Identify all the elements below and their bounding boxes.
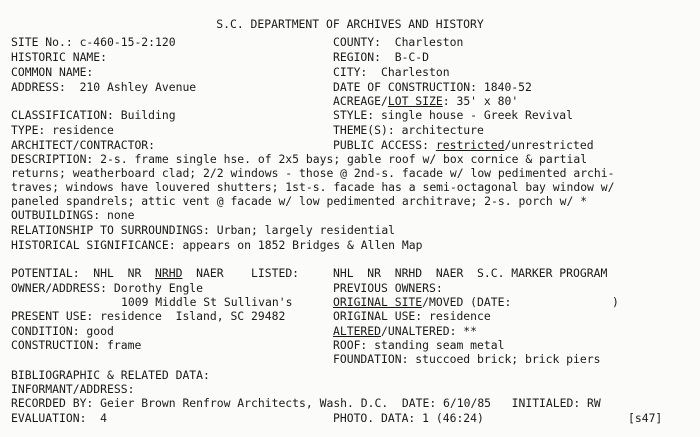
relationship-to-surroundings: RELATIONSHIP TO SURROUNDINGS: Urban; largely residential xyxy=(11,223,396,237)
acreage-lot-size xyxy=(333,94,518,108)
construction: CONSTRUCTION: frame xyxy=(11,338,142,352)
form-header: S.C. DEPARTMENT OF ARCHIVES AND HISTORY xyxy=(216,17,484,31)
description-line: returns; weatherboard clad; 2/2 windows - those @ 2nd-s. facade w/ low pedimented archi- xyxy=(11,166,615,180)
original-site-label: ORIGINAL SITE xyxy=(333,295,423,309)
classification: CLASSIFICATION: Building xyxy=(11,108,176,122)
roof: ROOF: standing seam metal xyxy=(333,338,505,352)
description-line: DESCRIPTION: 2-s. frame single hse. of 2x5 bays; gable roof w/ box cornice & partial xyxy=(11,152,588,166)
evaluation: EVALUATION: 4 xyxy=(11,411,108,425)
lot-size-label: LOT SIZE xyxy=(387,94,443,108)
potential-nrhd: NRHD xyxy=(155,266,183,280)
potential xyxy=(11,266,299,280)
address: ADDRESS: 210 Ashley Avenue xyxy=(11,80,197,94)
photo-data: PHOTO. DATA: 1 (46:24) xyxy=(333,411,484,425)
condition: CONDITION: good xyxy=(11,324,114,338)
bibliographic-data: BIBLIOGRAPHIC & RELATED DATA: xyxy=(11,368,210,382)
themes: THEME(S): architecture xyxy=(333,123,484,137)
unaltered-value: /UNALTERED: ** xyxy=(381,324,478,338)
style: STYLE: single house - Greek Revival xyxy=(333,108,574,122)
previous-owners: PREVIOUS OWNERS: xyxy=(333,281,443,295)
city: CITY: Charleston xyxy=(333,65,450,79)
present-use: PRESENT USE: residence Island, SC 29482 xyxy=(11,309,286,323)
outbuildings: OUTBUILDINGS: none xyxy=(11,208,135,222)
page-reference: [s47] xyxy=(628,411,663,425)
site-number: SITE No.: c-460-15-2:120 xyxy=(11,35,176,49)
listed-options: NHL NR NRHD NAER S.C. MARKER PROGRAM xyxy=(333,266,608,280)
architect-contractor: ARCHITECT/CONTRACTOR: xyxy=(11,138,156,152)
foundation: FOUNDATION: stuccoed brick; brick piers xyxy=(333,352,601,366)
unrestricted-value: /unrestricted xyxy=(504,138,594,152)
original-use: ORIGINAL USE: residence xyxy=(333,309,491,323)
type: TYPE: residence xyxy=(11,123,114,137)
potential-listed: NAER LISTED: xyxy=(182,266,300,280)
lot-size-value: : 35' x 80' xyxy=(442,94,519,108)
description-line: paneled spandrels; attic vent @ facade w/ low pedimented architrave; 2-s. porch w/ * xyxy=(11,194,588,208)
altered-label: ALTERED xyxy=(333,324,382,338)
original-site xyxy=(333,295,511,309)
public-access-label: PUBLIC ACCESS: xyxy=(333,138,436,152)
moved-date: /MOVED (DATE: xyxy=(422,295,512,309)
owner-address-line2: 1009 Middle St Sullivan's xyxy=(121,295,293,309)
altered xyxy=(333,324,477,338)
potential-label: POTENTIAL: NHL NR xyxy=(11,266,156,280)
acreage-label: ACREAGE/ xyxy=(333,94,388,108)
recorded-by: RECORDED BY: Geier Brown Renfrow Architects, Wash. D.C. DATE: 6/10/85 INITIALED: RW xyxy=(11,396,601,410)
date-of-construction: DATE OF CONSTRUCTION: 1840-52 xyxy=(333,80,532,94)
description-line: traves; windows have louvered shutters; 1st-s. facade has a semi-octagonal bay window w/ xyxy=(11,180,615,194)
owner-address: OWNER/ADDRESS: Dorothy Engle xyxy=(11,281,204,295)
informant-address: INFORMANT/ADDRESS: xyxy=(11,382,135,396)
region: REGION: B-C-D xyxy=(333,50,430,64)
common-name: COMMON NAME: xyxy=(11,65,94,79)
county: COUNTY: Charleston xyxy=(333,35,464,49)
historic-name: HISTORIC NAME: xyxy=(11,50,108,64)
moved-date-close: ) xyxy=(612,295,619,309)
public-access xyxy=(333,138,594,152)
restricted-value: restricted xyxy=(435,138,505,152)
historical-significance: HISTORICAL SIGNIFICANCE: appears on 1852 Bridges & Allen Map xyxy=(11,238,423,252)
